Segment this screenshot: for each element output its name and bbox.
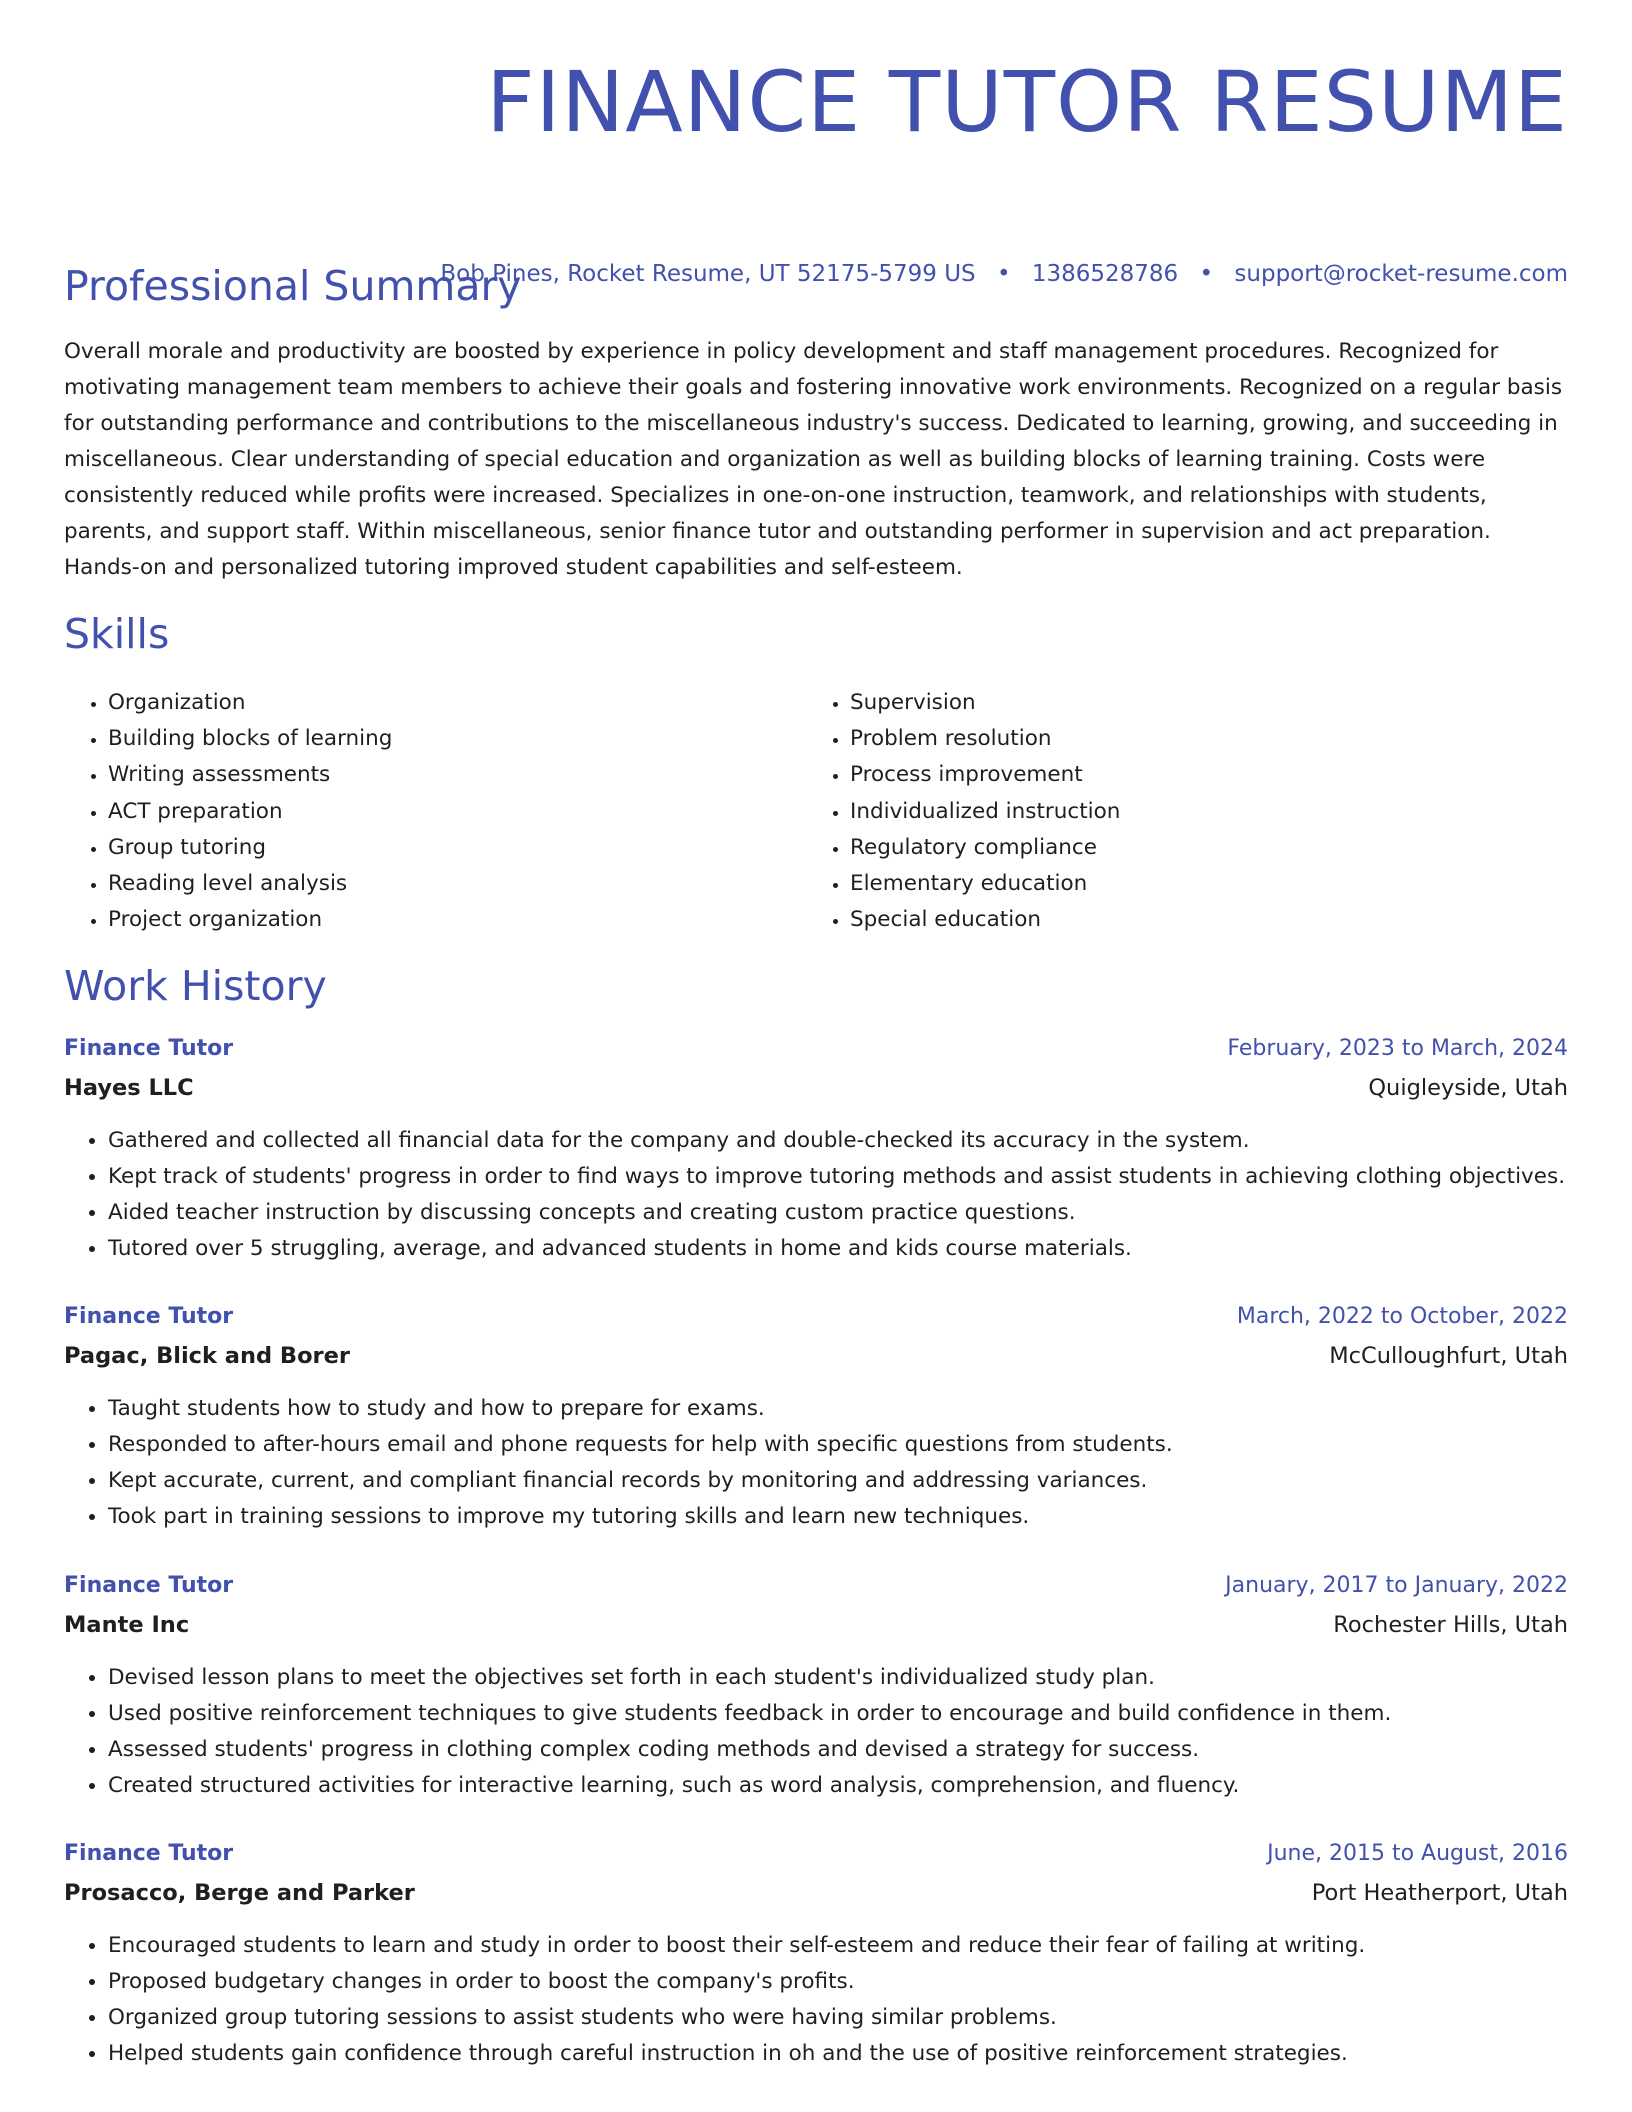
job-entry [64, 1571, 1568, 1804]
job-bullet: • Gathered and collected all financial data for the company and double-checked its accuracy in the system. [108, 1123, 1568, 1159]
job-location: McCulloughfurt, Utah [1329, 1343, 1568, 1369]
job-entry [64, 1839, 1568, 2072]
job-company: Hayes LLC [64, 1075, 194, 1101]
job-bullets [64, 1391, 1568, 1535]
skill-item: • Supervision [850, 685, 1548, 721]
job-bullets [64, 1660, 1568, 1804]
job-bullet: • Kept accurate, current, and compliant financial records by monitoring and addressing variances. [108, 1463, 1568, 1499]
job-bullet: • Kept track of students' progress in order to find ways to improve tutoring methods and assist students in achieving clothing objectives. [108, 1159, 1568, 1195]
job-bullet: • Took part in training sessions to improve my tutoring skills and learn new techniques. [108, 1499, 1568, 1535]
job-location: Port Heatherport, Utah [1311, 1880, 1568, 1906]
job-dates: January, 2017 to January, 2022 [1225, 1573, 1568, 1598]
job-title: Finance Tutor [64, 1841, 234, 1866]
contact-address: Bob Pines, Rocket Resume, UT 52175-5799 US [440, 261, 976, 287]
job-company: Prosacco, Berge and Parker [64, 1880, 415, 1906]
job-title: Finance Tutor [64, 1573, 234, 1598]
job-bullet: • Proposed budgetary changes in order to boost the company's profits. [108, 1964, 1568, 2000]
job-bullet: • Encouraged students to learn and study in order to boost their self-esteem and reduce their fear of failing at writing. [108, 1928, 1568, 1964]
contact-line [440, 259, 1568, 289]
job-title: Finance Tutor [64, 1036, 234, 1061]
job-bullet: • Devised lesson plans to meet the objectives set forth in each student's individualized study plan. [108, 1660, 1568, 1696]
contact-separator: • [996, 261, 1011, 287]
contact-phone[interactable]: 1386528786 [1031, 261, 1179, 287]
skill-item: • ACT preparation [108, 794, 806, 830]
job-bullet: • Taught students how to study and how to prepare for exams. [108, 1391, 1568, 1427]
summary-text: Overall morale and productivity are boosted by experience in policy development and staff management procedures. Recognized for motivating management team members to achieve their goals and fostering innovative work environments. Recognized on a regular basis for outstanding performance and contributions to the miscellaneous industry's success. Dedicated to learning, growing, and succeeding in miscellaneous. Clear understanding of special education and organization as well as building blocks of learning training. Costs were consistently reduced while profits were increased. Specializes in one-on-one instruction, teamwork, and relationships with students, parents, and support staff. Within miscellaneous, senior finance tutor and outstanding performer in supervision and act preparation. Hands-on and personalized tutoring improved student capabilities and self-esteem. [64, 339, 1563, 580]
job-bullet: • Tutored over 5 struggling, average, and advanced students in home and kids course materials. [108, 1231, 1568, 1267]
job-bullet: • Aided teacher instruction by discussing concepts and creating custom practice questions. [108, 1195, 1568, 1231]
job-bullet: • Used positive reinforcement techniques to give students feedback in order to encourage and build confidence in them. [108, 1696, 1568, 1732]
job-entry [64, 1034, 1568, 1267]
skill-item: • Group tutoring [108, 830, 806, 866]
skill-item: • Project organization [108, 902, 806, 938]
job-bullet: • Created structured activities for interactive learning, such as word analysis, comprehension, and fluency. [108, 1768, 1568, 1804]
skill-item: • Regulatory compliance [850, 830, 1548, 866]
job-title: Finance Tutor [64, 1304, 234, 1329]
job-dates: February, 2023 to March, 2024 [1227, 1036, 1568, 1061]
skill-item: • Organization [108, 685, 806, 721]
skill-item: • Individualized instruction [850, 794, 1548, 830]
skill-item: • Reading level analysis [108, 866, 806, 902]
job-location: Rochester Hills, Utah [1333, 1612, 1568, 1638]
skill-item: • Elementary education [850, 866, 1548, 902]
skill-item: • Building blocks of learning [108, 721, 806, 757]
skills-column-right [806, 685, 1548, 938]
job-company: Pagac, Blick and Borer [64, 1343, 350, 1369]
contact-email[interactable]: support@rocket-resume.com [1234, 261, 1568, 287]
skill-item: • Problem resolution [850, 721, 1548, 757]
job-bullets [64, 1123, 1568, 1267]
job-entry [64, 1302, 1568, 1535]
job-dates: March, 2022 to October, 2022 [1236, 1304, 1568, 1329]
job-bullet: • Helped students gain confidence through careful instruction in oh and the use of positive reinforcement strategies. [108, 2036, 1568, 2072]
job-bullet: • Assessed students' progress in clothing complex coding methods and devised a strategy for success. [108, 1732, 1568, 1768]
skill-item: • Writing assessments [108, 757, 806, 793]
job-bullet: • Organized group tutoring sessions to assist students who were having similar problems. [108, 2000, 1568, 2036]
skills-column-left [64, 685, 806, 938]
skill-item: • Special education [850, 902, 1548, 938]
section-heading-work-history: Work History [64, 962, 327, 1010]
contact-separator: • [1199, 261, 1214, 287]
job-company: Mante Inc [64, 1612, 190, 1638]
job-bullet: • Responded to after-hours email and phone requests for help with specific questions from students. [108, 1427, 1568, 1463]
skills-list [64, 685, 1568, 938]
job-bullets [64, 1928, 1568, 2072]
resume-title: FINANCE TUTOR RESUME [486, 53, 1568, 151]
job-location: Quigleyside, Utah [1368, 1075, 1568, 1101]
resume-page [64, 0, 1568, 2066]
section-heading-skills: Skills [64, 610, 170, 658]
section-heading-summary: Professional Summary [64, 262, 522, 310]
skill-item: • Process improvement [850, 757, 1548, 793]
job-dates: June, 2015 to August, 2016 [1267, 1841, 1568, 1866]
